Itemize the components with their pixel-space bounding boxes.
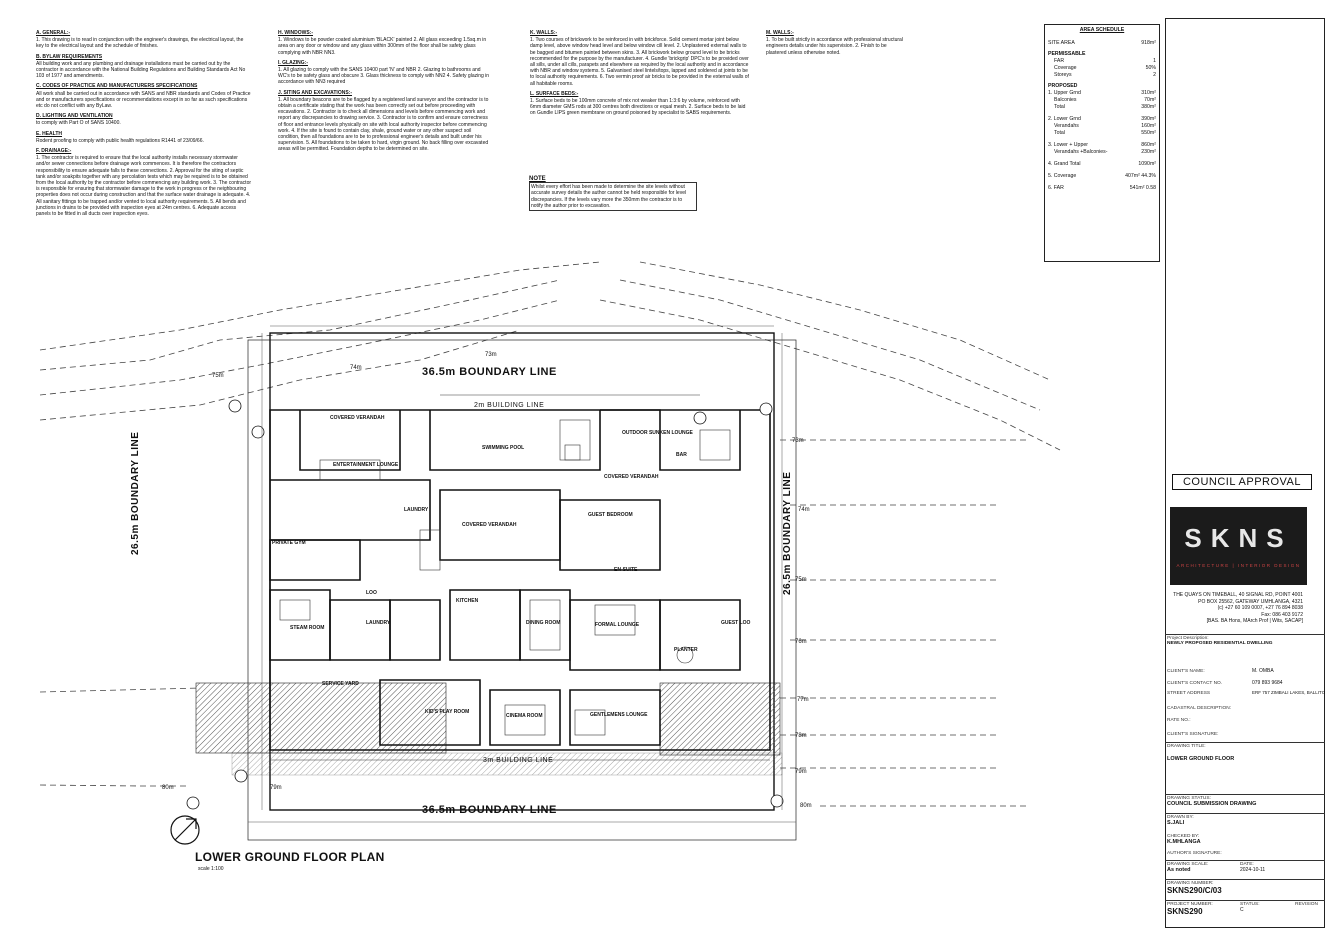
checked-by-value: K.MHLANGA	[1167, 839, 1201, 845]
note-heading: M. WALLS:-	[766, 30, 794, 36]
room-label: COVERED VERANDAH	[604, 474, 659, 480]
client-name-value: M. OMBA	[1252, 668, 1274, 674]
logo-mark: SKNS	[1184, 523, 1293, 553]
room-label: OUTDOOR SUNKEN LOUNGE	[622, 430, 693, 436]
room-label: PRIVATE GYM	[272, 540, 306, 546]
logo-subtitle: ARCHITECTURE | INTERIOR DESIGN	[1176, 563, 1301, 568]
boundary-line-left: 26.5m BOUNDARY LINE	[130, 431, 141, 555]
title-block	[1165, 18, 1325, 928]
contour-label: 74m	[798, 507, 810, 513]
proposed-label: Balconies	[1054, 97, 1077, 103]
client-name-row	[1167, 668, 1317, 674]
room-label: CINEMA ROOM	[506, 713, 543, 719]
note-body: to comply with Part O of SANS 10400.	[36, 120, 121, 127]
contour-label: 79m	[270, 785, 282, 791]
note-body: 1. The contractor is required to ensure that the local authority installs necessary stormwater and/or sewer connections before drainage work commences. It is therefore the contractors responsibility to ensure adequate falls to these connections. 2. Approval for the siting of septic tank and/or soakpits together with any percolation tests which may be required is to be obtained from the local authority by the contractor before commencing any building work. 3. The contractor is responsible for ensuring that stormwater damage to the work in progress or the neighbouring properties does not occur during construction and that the surface water drainage is adequate. 4. All sanitary fittings to be trapped and/or vented to local authority requirements. 5. All bends and junctions in drains to be provided with inspection eyes at 24m centres. 6. Adequate access panels to be fitted in all ducts over inspection eyes.	[36, 155, 252, 218]
note-heading: E. HEALTH	[36, 130, 63, 137]
proposed-value: 390m²	[1141, 116, 1156, 122]
author-signature-label: AUTHOR'S SIGNATURE:	[1167, 851, 1222, 856]
note-heading: B. BYLAW REQUIREMENTS	[36, 53, 103, 60]
contour-label: 73m	[485, 352, 497, 358]
proposed-label: 1. Upper Grnd	[1048, 90, 1081, 96]
street-address-label: STREET ADDRESS	[1167, 691, 1211, 696]
divider	[1165, 742, 1325, 743]
checked-by	[1167, 834, 1317, 845]
client-contact-value: 079 893 9684	[1252, 680, 1283, 686]
note-body: 1. Two courses of brickwork to be reinforced in with brickforce. Solid cement mortar joint below damp level, above window head level and below window cill level. 2. Unplastered external walls to be bagged and bitumen painted between skins. 3. All brickwork below ground level to be bricks recommended for the purpose by the manufacturer. 4. Gundle 'brickgrip' DPC's to be provided over all sills, under all cills, parapets and elsewhere as required by the local authority and in accordance with NBR and window systems. 5. Galvanised steel lintels/tops, lapped and soldered at joints to be to local authority requirements. 6. Two vermin proof air bricks to be provided in the external walls of all habitable rooms.	[530, 37, 749, 87]
divider	[1165, 794, 1325, 795]
room-label: KID'S PLAY ROOM	[425, 709, 470, 715]
rate-no-row	[1167, 717, 1317, 723]
cadastral-label: CADASTRAL DESCRIPTION:	[1167, 706, 1232, 711]
drawing-title	[1167, 744, 1317, 762]
contour-label: 76m	[795, 639, 807, 645]
north-arrow-icon	[171, 816, 199, 844]
room-label: LAUNDRY	[366, 620, 391, 626]
proposed-value: 407m² 44.3%	[1125, 173, 1156, 179]
note-body: 1. All glazing to comply with the SANS 10400 part 'N' and NBR 2. Glazing to bathrooms and WC's to be safety glass and obscure 3. Glass thickness to comply with NN2 4. Safety glazing in accordance with NN3 required	[278, 67, 490, 86]
proposed-value: 70m²	[1144, 97, 1156, 103]
contour-label: 75m	[795, 577, 807, 583]
project-number-value: SKNS290	[1167, 907, 1203, 916]
proposed-value: 860m²	[1141, 142, 1156, 148]
proposed-label: 4. Grand Total	[1048, 161, 1081, 167]
proposed-label: Verandahs +Balconies-	[1054, 149, 1108, 155]
level-note-body: Whilst every effort has been made to determine the site levels without accurate survey details the author cannot be held responsible for level discrepancies. If the levels vary more the 350mm the contractor is to notify the author prior to excavation.	[529, 182, 697, 211]
project-description-value: NEWLY PROPOSED RESIDENTIAL DWELLING	[1167, 641, 1273, 646]
contour-lines	[40, 262, 1060, 806]
room-label: SWIMMING POOL	[482, 445, 525, 451]
site-area-value: 918m²	[1141, 40, 1156, 46]
plan-scale: scale 1:100	[198, 866, 224, 872]
drawn-by-value: S.JALI	[1167, 820, 1185, 826]
note-body: 1. Windows to be powder coated aluminium 'BLACK' painted 2. All glass exceeding 1.5sq.m in area on any door or window and any glass within 300mm of the floor shall be safety glass complying with NBR NN3.	[278, 37, 487, 56]
contour-label: 78m	[795, 733, 807, 739]
permissable-value: 50%	[1145, 65, 1156, 71]
drawn-by-label: DRAWN BY:	[1167, 815, 1194, 820]
drawing-number-value: SKNS290/C/03	[1167, 886, 1222, 895]
drawing-title-value: LOWER GROUND FLOOR	[1167, 756, 1235, 762]
permissable-value: 1	[1153, 58, 1156, 64]
room-label: EN-SUITE	[614, 567, 638, 573]
drawn-by	[1167, 815, 1317, 826]
room-label: LOO	[366, 590, 377, 596]
drawing-title-label: DRAWING TITLE:	[1167, 744, 1206, 749]
drawing-date	[1240, 862, 1320, 873]
street-address-value: ERF 757 ZIMBALI LAKES, BALLITO	[1252, 690, 1326, 695]
revision	[1295, 902, 1325, 907]
proposed-label: Total	[1054, 104, 1065, 110]
proposed-label: 5. Coverage	[1048, 173, 1077, 179]
proposed-label: 3. Lower + Upper	[1048, 142, 1088, 148]
proposed-label: 6. FAR	[1048, 185, 1064, 191]
permissable-heading: PERMISSABLE	[1048, 51, 1086, 57]
boundary-line-top: 36.5m BOUNDARY LINE	[422, 366, 557, 378]
client-signature-row	[1167, 731, 1317, 737]
contour-label: 80m	[162, 785, 174, 791]
building-line-top: 2m BUILDING LINE	[474, 402, 545, 409]
contour-label: 79m	[795, 769, 807, 775]
drawing-status-value: COUNCIL SUBMISSION DRAWING	[1167, 801, 1257, 807]
address-line: (c) +27 60 109 0007, +27 76 894 8038	[1217, 605, 1303, 611]
proposed-label: Total	[1054, 130, 1065, 136]
contour-label: 74m	[350, 365, 362, 371]
proposed-value: 541m² 0.58	[1129, 185, 1156, 191]
permissable-label: FAR	[1054, 58, 1065, 64]
room-label: DINING ROOM	[526, 620, 561, 626]
room-label: BAR	[676, 452, 687, 458]
client-contact-label: CLIENT'S CONTACT NO.	[1167, 681, 1223, 686]
author-signature	[1167, 850, 1317, 856]
note-body: 1. To be built strictly in accordance with professional structural engineers details under his supervision. 2. Finish to be plastered unless otherwise noted.	[766, 37, 903, 56]
divider	[1165, 900, 1325, 901]
client-name-label: CLIENT'S NAME:	[1167, 669, 1205, 674]
note-heading: F. DRAINAGE:-	[36, 148, 72, 155]
note-body: 1. This drawing is to read in conjunction with the engineer's drawings, the electrical layout, the key to the electrical layout and the schedule of finishes.	[36, 37, 244, 50]
room-label: PLANTER	[674, 647, 698, 653]
site-area-label: SITE AREA	[1048, 40, 1075, 46]
proposed-heading: PROPOSED	[1048, 83, 1078, 89]
room-label: KITCHEN	[456, 598, 479, 604]
address-line: Fax: 086 403 9172	[1261, 611, 1303, 618]
building-line-bottom: 3m BUILDING LINE	[483, 757, 554, 764]
contour-label: 77m	[797, 697, 809, 703]
room-label: SERVICE YARD	[322, 681, 359, 687]
note-heading: L. SURFACE BEDS:-	[530, 90, 579, 97]
status	[1240, 902, 1270, 913]
note-heading: H. WINDOWS:-	[278, 30, 313, 36]
note-heading: C. CODES OF PRACTICE AND MANUFACTURERS SPECIFICATIONS	[36, 83, 198, 90]
proposed-label: 2. Lower Grnd	[1048, 116, 1081, 122]
permissable-label: Coverage	[1054, 65, 1077, 71]
divider	[1165, 634, 1325, 635]
room-label: LAUNDRY	[404, 507, 429, 513]
area-schedule-title: AREA SCHEDULE	[1079, 27, 1125, 33]
note-body: 1. Surface beds to be 100mm concrete of mix not weaker than 1:3:6 by volume, reinforced with 6mm diameter GMS rods at 300 centres both directions or equal mesh. 2. Surface beds to be laid on Gundle LIPS green membrane on ground poisoned by specialist to SABS requirements.	[530, 98, 746, 117]
company-logo	[1170, 507, 1307, 585]
divider	[1165, 860, 1325, 861]
note-body: All building work and any plumbing and drainage installations must be carried out by the contractor in accordance with the National Building Regulations and Building Standards Act No 103 of 1977 and amendments.	[36, 60, 246, 80]
project-number-label: PROJECT NUMBER:	[1167, 902, 1213, 907]
proposed-value: 550m²	[1141, 130, 1156, 136]
drawing-number	[1167, 881, 1317, 895]
contour-label: 75m	[212, 373, 224, 379]
address-line: PO BOX 25562, GATEWAY UMHLANGA, 4321	[1198, 598, 1303, 605]
project-description	[1167, 636, 1317, 646]
permissable-value: 2	[1153, 72, 1156, 78]
client-signature-label: CLIENT'S SIGNATURE:	[1167, 732, 1219, 737]
address-line: [BAS. BA Hons, MArch Prof | Wits, SACAP]	[1206, 618, 1303, 624]
proposed-value: 310m²	[1141, 90, 1156, 96]
divider	[1165, 813, 1325, 814]
boundary-line-right: 26.5m BOUNDARY LINE	[782, 471, 793, 595]
permissable-label: Storeys	[1054, 72, 1072, 78]
note-body: 1. All boundary beacons are to be flagged by a registered land surveyor and the contractor is to obtain a certificate stating that the work has been correctly set out before proceeding with excavations. 2. Contractor is to check all dimensions and levels before commencing work and report any discrepancies to drawing service. 3. Contractor is to confirm and ensure correctness of floor and entrance levels physically on site with local authority inspector before commencing work. 4. If the site is found to contain clay, shale, ground water or any other suspect soil condition, then all foundations are to be to professional engineer's details and built under his supervision. 5. All foundations to be taken to hard, virgin ground. No back filling over excavated areas will be permitted. Foundation depths to be determined on site.	[278, 96, 489, 153]
proposed-value: 230m²	[1141, 149, 1156, 155]
proposed-label: Verandahs	[1054, 123, 1079, 129]
drawing-date-label: DATE:	[1240, 862, 1254, 867]
proposed-value: 380m²	[1141, 104, 1156, 110]
room-label: FORMAL LOUNGE	[595, 622, 640, 628]
level-note-title: NOTE	[529, 176, 546, 182]
drawing-status-label: DRAWING STATUS:	[1167, 796, 1211, 801]
note-heading: A. GENERAL:-	[36, 30, 71, 36]
note-heading: D. LIGHTING AND VENTILATION	[36, 113, 113, 120]
room-label: GUEST LOO	[721, 620, 751, 626]
note-heading: J. SITING AND EXCAVATIONS:-	[278, 89, 352, 96]
cadastral-row	[1167, 705, 1317, 711]
note-heading: I. GLAZING:-	[278, 59, 308, 66]
status-label: STATUS:	[1240, 902, 1260, 907]
drawing-scale-value: As noted	[1167, 867, 1191, 873]
room-label: GUEST BEDROOM	[588, 512, 633, 518]
divider	[1165, 879, 1325, 880]
address-line: THE QUAYS ON TIMEBALL, 40 SIGNAL RD, POINT 4001	[1173, 592, 1303, 598]
proposed-value: 1090m²	[1138, 161, 1156, 167]
drawing-status	[1167, 796, 1317, 807]
street-address-row	[1167, 690, 1326, 696]
project-description-label: Project Description:	[1167, 636, 1209, 641]
boundary-line-bottom: 36.5m BOUNDARY LINE	[422, 804, 557, 816]
proposed-value: 160m²	[1141, 123, 1156, 129]
contour-label: 73m	[792, 438, 804, 444]
status-value: C	[1240, 907, 1244, 913]
room-label: GENTLEMENS LOUNGE	[590, 712, 648, 718]
room-label: ENTERTAINMENT LOUNGE	[333, 462, 399, 468]
drawing-date-value: 2024-10-11	[1240, 867, 1266, 873]
drawing-number-label: DRAWING NUMBER:	[1167, 881, 1214, 886]
room-label: COVERED VERANDAH	[330, 415, 385, 421]
note-heading: K. WALLS:-	[530, 30, 558, 36]
note-body: Rodent proofing to comply with public health regulations R1441 of 23/09/66.	[36, 137, 204, 144]
plan-title: LOWER GROUND FLOOR PLAN	[195, 850, 385, 864]
room-label: STEAM ROOM	[290, 625, 325, 631]
note-body: All work shall be carried out in accordance with SANS and NBR standards and Codes of Practice and or manufacturers specifications or recommendations except in so far as such specifications etc do not conflict with any ByLaw.	[36, 90, 251, 110]
rate-no-label: RATE NO.:	[1167, 718, 1191, 723]
council-approval-box: COUNCIL APPROVAL	[1172, 474, 1312, 490]
drawing-scale-label: DRAWING SCALE:	[1167, 862, 1209, 867]
checked-by-label: CHECKED BY:	[1167, 834, 1200, 839]
revision-label: REVISION	[1295, 902, 1318, 907]
company-address	[1167, 592, 1303, 625]
client-contact-row	[1167, 680, 1317, 686]
contour-label: 80m	[800, 803, 812, 809]
room-label: COVERED VERANDAH	[462, 522, 517, 528]
